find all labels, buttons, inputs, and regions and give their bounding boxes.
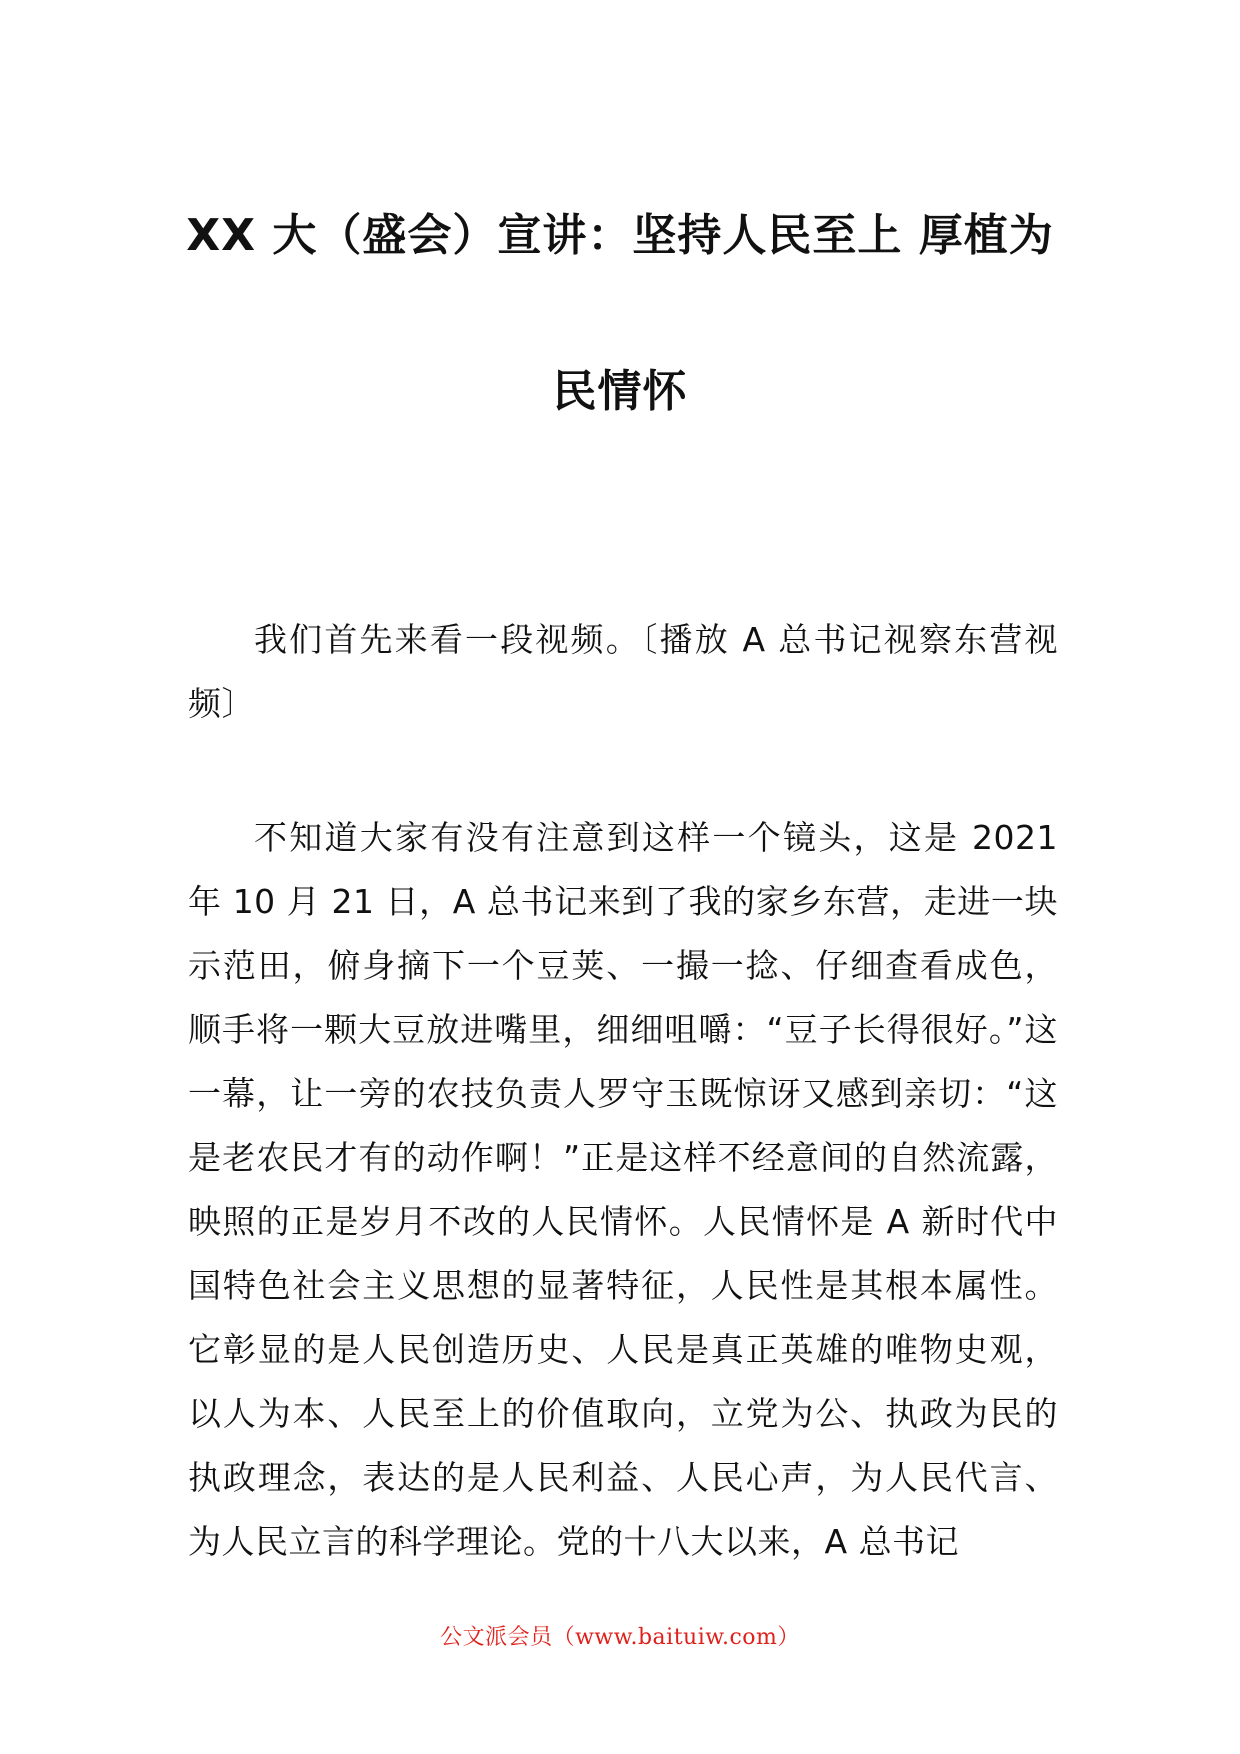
document-title-line-1: XX 大（盛会）宣讲：坚持人民至上 厚植为 [186, 210, 1054, 261]
footer-watermark: 公文派会员（www.baituiw.com） [440, 1625, 800, 1650]
paragraph-1-container [188, 608, 1058, 736]
paragraph-2-container [188, 806, 1058, 1576]
paragraph-1: 我们首先来看一段视频。〔播放 A 总书记视察东营视频〕 [188, 620, 1058, 723]
document-title-line-2: 民情怀 [552, 366, 688, 417]
paragraph-2: 不知道大家有没有注意到这样一个镜头，这是 2021 年 10 月 21 日，A 总书记来到了我的家乡东营，走进一块示范田，俯身摘下一个豆荚、一撮一捻、仔细查看成色，顺手将一颗大豆放进嘴里，细细咀嚼：“豆子长得很好。”这一幕，让一旁的农技负责人罗守玉既惊讶又感到亲切：“这是老农民才有的动作啊！”正是这样不经意间的自然流露，映照的正是岁月不改的人民情怀。人民情怀是 A 新时代中国特色社会主义思想的显著特征，人民性是其根本属性。它彰显的是人民创造历史、人民是真正英雄的唯物史观，以人为本、人民至上的价值取向，立党为公、执政为民的执政理念，表达的是人民利益、人民心声，为人民代言、为人民立言的科学理论。党的十八大以来，A 总书记 [188, 818, 1058, 1561]
